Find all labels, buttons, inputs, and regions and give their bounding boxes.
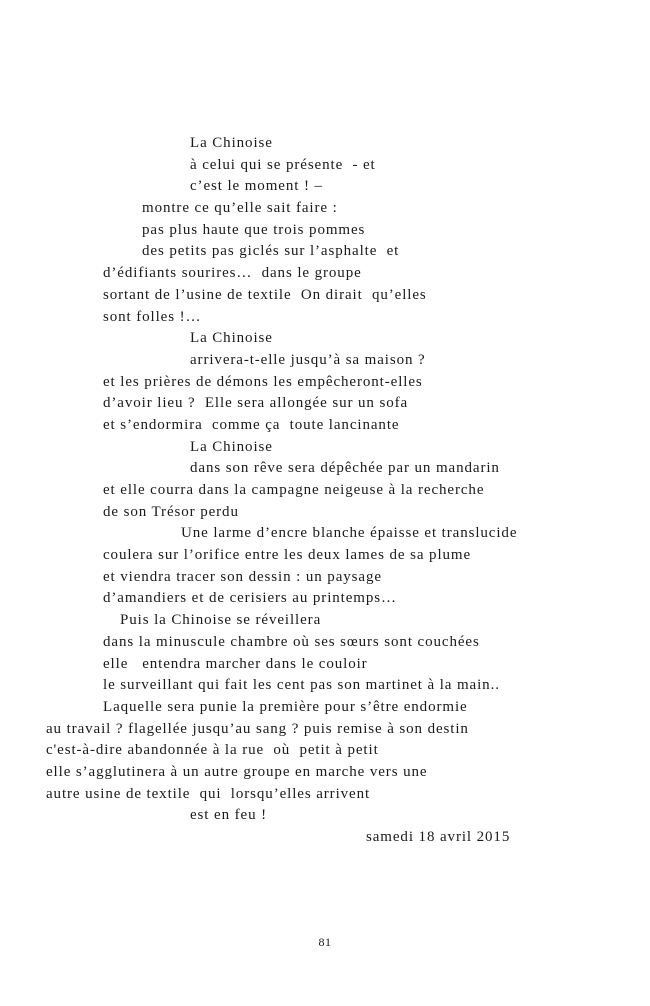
poem-line: dans la minuscule chambre où ses sœurs sont couchées bbox=[103, 633, 480, 650]
poem-line: d’avoir lieu ? Elle sera allongée sur un sofa bbox=[103, 395, 409, 412]
poem-line: c'est-à-dire abandonnée à la rue où petit à petit bbox=[46, 742, 379, 759]
poem-line: La Chinoise bbox=[190, 135, 273, 151]
poem-line: coulera sur l’orifice entre les deux lames de sa plume bbox=[103, 547, 472, 564]
poem-line: et les prières de démons les empêcheront-elles bbox=[103, 373, 423, 390]
poem-line: elle entendra marcher dans le couloir bbox=[103, 655, 368, 672]
poem-line: est en feu ! bbox=[190, 807, 268, 824]
poem-body bbox=[0, 133, 650, 827]
poem-line: de son Trésor perdu bbox=[103, 503, 239, 520]
poem-line: des petits pas giclés sur l’asphalte et bbox=[142, 243, 400, 260]
poem-line: dans son rêve sera dépêchée par un mandarin bbox=[190, 460, 500, 477]
poem-line: c’est le moment ! – bbox=[190, 178, 323, 195]
poem-line: au travail ? flagellée jusqu’au sang ? puis remise à son destin bbox=[46, 720, 469, 737]
poem-line: arrivera-t-elle jusqu’à sa maison ? bbox=[190, 351, 426, 368]
poem-line: et viendra tracer son dessin : un paysage bbox=[103, 568, 382, 585]
poem-line: elle s’agglutinera à un autre groupe en marche vers une bbox=[46, 763, 428, 780]
page-number: 81 bbox=[318, 935, 332, 949]
poem-line: à celui qui se présente - et bbox=[190, 156, 376, 173]
poem-line: et elle courra dans la campagne neigeuse à la recherche bbox=[103, 482, 485, 498]
poem-line: le surveillant qui fait les cent pas son martinet à la main.. bbox=[103, 677, 500, 694]
poem-line: d’édifiants sourires… dans le groupe bbox=[103, 265, 362, 282]
poem-date: samedi 18 avril 2015 bbox=[366, 829, 511, 845]
poem-line: d’amandiers et de cerisiers au printemps… bbox=[103, 590, 397, 607]
poem-line: La Chinoise bbox=[190, 438, 273, 455]
poem-line: Une larme d’encre blanche épaisse et translucide bbox=[181, 525, 518, 542]
poem-line: autre usine de textile qui lorsqu’elles arrivent bbox=[46, 785, 371, 802]
poem-line: sortant de l’usine de textile On dirait qu’elles bbox=[103, 286, 427, 303]
poem-line: sont folles !… bbox=[103, 308, 202, 325]
poem-line: La Chinoise bbox=[190, 330, 273, 347]
poem-line: pas plus haute que trois pommes bbox=[142, 221, 366, 238]
poem-line: Laquelle sera punie la première pour s’être endormie bbox=[103, 698, 468, 715]
poem-line: et s’endormira comme ça toute lancinante bbox=[103, 416, 400, 433]
poem-line: montre ce qu’elle sait faire : bbox=[142, 200, 338, 217]
poem-line: Puis la Chinoise se réveillera bbox=[120, 612, 322, 629]
